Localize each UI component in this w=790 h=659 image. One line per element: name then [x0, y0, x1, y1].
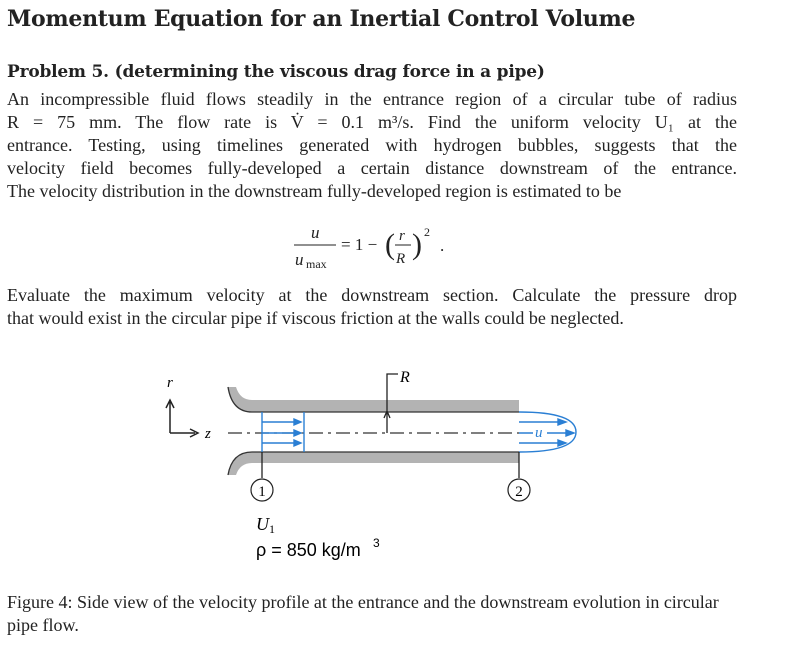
density-label: ρ = 850 kg/m: [256, 540, 361, 560]
eq-den-sub: max: [306, 257, 327, 271]
u-label: u: [535, 425, 543, 441]
uniform-profile: [262, 412, 304, 452]
figure-caption: Figure 4: Side view of the velocity profile at the entrance and the downstream evolution in circular pipe flow.: [7, 592, 719, 635]
eq-frac-den: R: [396, 251, 406, 267]
eq-numerator: u: [311, 223, 320, 242]
parabolic-profile: [519, 412, 576, 452]
eq-rhs: = 1 −: [341, 235, 378, 254]
paragraph-line: velocity field becomes fully-developed a certain distance downstream of the entrance.: [7, 158, 737, 178]
svg-text:1: 1: [258, 484, 266, 500]
eq-denominator: u: [295, 250, 304, 269]
svg-text:1: 1: [269, 522, 275, 536]
velocity-equation: [294, 223, 444, 271]
r-axis-label: r: [167, 375, 173, 391]
page-title: Momentum Equation for an Inertial Control Volume: [7, 6, 636, 32]
eq-frac-num: r: [399, 228, 405, 244]
svg-text:): ): [412, 228, 422, 261]
paragraph-line: that would exist in the circular pipe if viscous friction at the walls could be neglected.: [7, 308, 624, 328]
paragraph-line: The velocity distribution in the downstream fully-developed region is estimated to be: [7, 181, 622, 201]
U1-label: U: [256, 514, 269, 534]
paragraph-line: An incompressible fluid flows steadily in the entrance region of a circular tube of radius: [7, 89, 737, 109]
R-label: R: [400, 369, 410, 386]
eq-exp: 2: [424, 225, 430, 239]
z-axis-label: z: [205, 426, 211, 442]
problem-heading: Problem 5. (determining the viscous drag force in a pipe): [7, 62, 545, 82]
pipe-figure: [166, 369, 576, 560]
paragraph-line: R = 75 mm. The flow rate is V̇ = 0.1 m³/s. Find the uniform velocity U₁ at the: [7, 112, 737, 132]
svg-text:2: 2: [515, 484, 523, 500]
lower-pipe-wall: [228, 452, 519, 475]
svg-text:3: 3: [373, 536, 380, 550]
axis-arrows-icon: [166, 400, 198, 437]
svg-text:(: (: [385, 228, 395, 261]
paragraph-line: Evaluate the maximum velocity at the downstream section. Calculate the pressure drop: [7, 285, 737, 305]
upper-pipe-wall: [228, 387, 519, 412]
svg-text:.: .: [440, 236, 445, 255]
paragraph-line: entrance. Testing, using timelines generated with hydrogen bubbles, suggests that the: [7, 135, 737, 155]
